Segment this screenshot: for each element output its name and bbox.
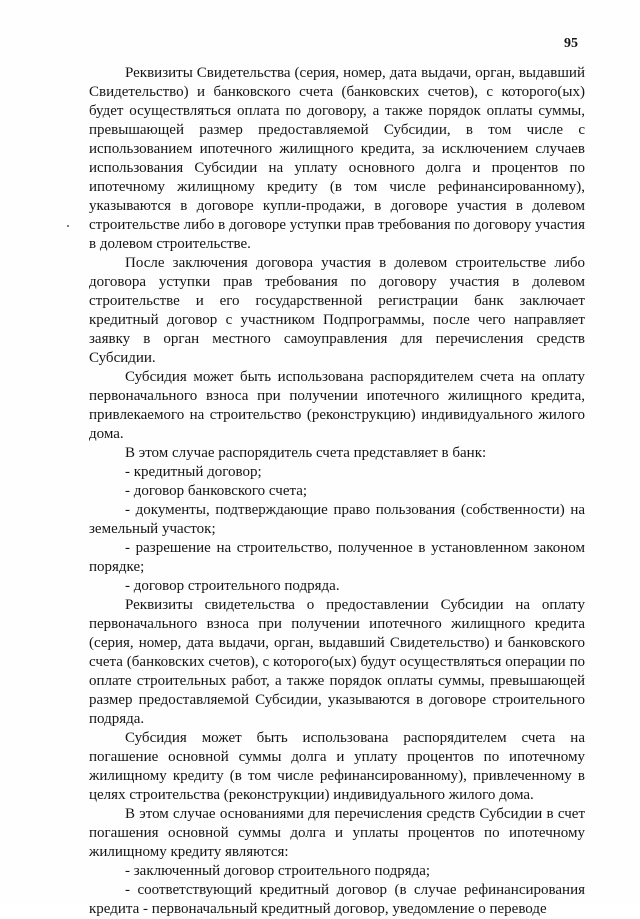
list-item: - документы, подтверждающие право пользования (собственности) на земельный участок; (89, 502, 585, 537)
page-number: 95 (564, 36, 578, 51)
paragraph-subsidy-down-payment: Субсидия может быть использована распорядителем счета на оплату первоначального взноса при получении ипотечного жилищного кредита, привлекаемого на строительство (реконструкцию) индивидуального жилого дома. (89, 369, 585, 442)
paragraph-after-contract: После заключения договора участия в долевом строительстве либо договора уступки прав требования по договору участия в долевом строительстве и его государственной регистрации банк заключает кредитный договор с участником Подпрограммы, после чего направляет заявку в орган местного самоуправления для перечисления средств Субсидии. (89, 255, 585, 366)
paragraph-account-holder-submits: В этом случае распорядитель счета представляет в банк: (125, 445, 487, 461)
list-item: - кредитный договор; (125, 464, 262, 480)
paragraph-grounds-for-transfer: В этом случае основаниями для перечисления средств Субсидии в счет погашения основной суммы долга и уплаты процентов по ипотечному жилищному кредиту являются: (89, 806, 585, 860)
list-item: - заключенный договор строительного подряда; (125, 863, 431, 879)
list-item: - договор строительного подряда. (125, 578, 340, 594)
body-text (89, 64, 585, 919)
paragraph-requisites-certificate: Реквизиты Свидетельства (серия, номер, дата выдачи, орган, выдавший Свидетельство) и банковского счета (банковских счетов), с которого(ых) будет осуществляться оплата по договору, а также порядок оплаты суммы, превышающей размер предоставляемой Субсидии, в том числе с использованием ипотечного жилищного кредита, за исключением случаев использования Субсидии на уплату основного долга и процентов по ипотечному жилищному кредиту (в том числе рефинансированному), указываются в договоре купли-продажи, в договоре участия в долевом строительстве либо в договоре уступки прав требования по договору участия в долевом строительстве. (89, 65, 585, 252)
list-item: - разрешение на строительство, полученное в установленном законом порядке; (89, 540, 585, 575)
list-item: - соответствующий кредитный договор (в случае рефинансирования кредита - первоначальный кредитный договор, уведомление о переводе (89, 882, 585, 917)
paragraph-subsidy-debt-repayment: Субсидия может быть использована распорядителем счета на погашение основной суммы долга и уплату процентов по ипотечному жилищному кредиту (в том числе рефинансированному), привлеченному в целях строительства (реконструкции) индивидуального жилого дома. (89, 730, 585, 803)
list-item: - договор банковского счета; (125, 483, 308, 499)
paragraph-requisites-construction: Реквизиты свидетельства о предоставлении Субсидии на оплату первоначального взноса при получении ипотечного жилищного кредита (серия, номер, дата выдачи, орган, выдавший Свидетельство) и банковского счета (банковских счетов), с которого(ых) будут осуществляться операции по оплате строительных работ, а также порядок оплаты суммы, превышающей размер предоставляемой Субсидии, указываются в договоре строительного подряда. (89, 597, 585, 727)
scan-dot (67, 225, 69, 227)
